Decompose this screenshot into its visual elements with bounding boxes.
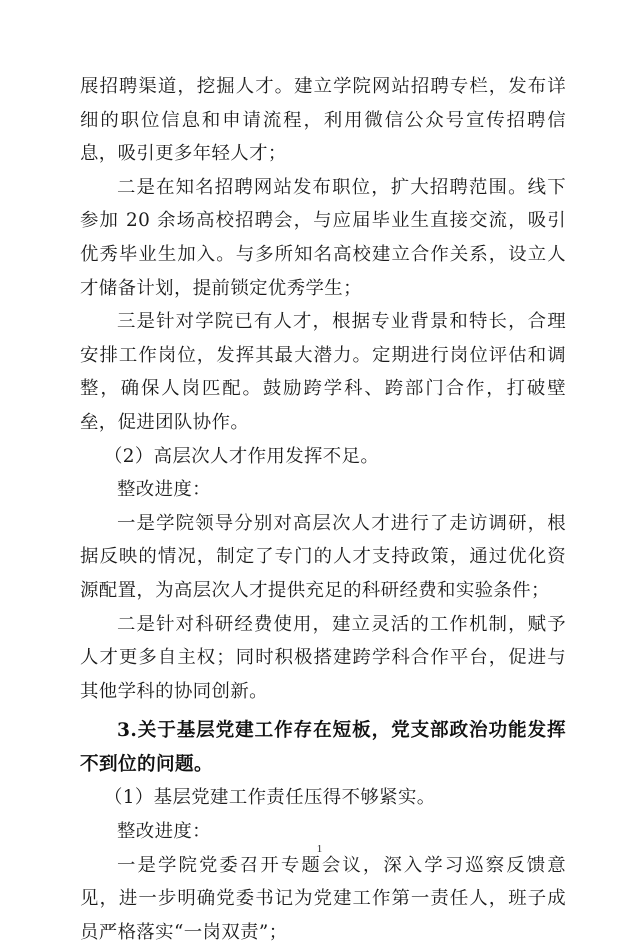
section-heading-party-building: 3.关于基层党建工作存在短板，党支部政治功能发挥不到位的问题。 — [80, 720, 566, 775]
label-rectification-progress-2: 整改进度： — [117, 821, 211, 843]
paragraph-continuation: 展招聘渠道，挖掘人才。建立学院网站招聘专栏，发布详细的职位信息和申请流程，利用微信公众号宣传招聘信息，吸引更多年轻人才； — [80, 76, 566, 165]
paragraph-second-point-funding: 二是针对科研经费使用，建立灵活的工作机制，赋予人才更多自主权；同时积极搭建跨学科合作平台，促进与其他学科的协同创新。 — [80, 613, 566, 702]
page-number: 1 — [316, 843, 323, 855]
paragraph-first-point-talent: 一是学院领导分别对高层次人才进行了走访调研，根据反映的情况，制定了专门的人才支持政策，通过优化资源配置，为高层次人才提供充足的科研经费和实验条件； — [80, 512, 566, 601]
paragraph-second-point: 二是在知名招聘网站发布职位，扩大招聘范围。线下参加 20 余场高校招聘会，与应届毕业生直接交流，吸引优秀毕业生加入。与多所知名高校建立合作关系，设立人才储备计划，提前锁定优秀学生； — [80, 176, 566, 299]
paragraph-third-point: 三是针对学院已有人才，根据专业背景和特长，合理安排工作岗位，发挥其最大潜力。定期进行岗位评估和调整，确保人岗匹配。鼓励跨学科、跨部门合作，打破壁垒，促进团队协作。 — [80, 311, 566, 433]
body-text — [80, 70, 566, 949]
subheading-responsibility: （1）基层党建工作责任压得不够紧实。 — [104, 787, 436, 809]
subheading-high-level-talent: （2）高层次人才作用发挥不足。 — [104, 445, 380, 467]
paragraph-first-point-party: 一是学院党委召开专题会议，深入学习巡察反馈意见，进一步明确党委书记为党建工作第一责任人，班子成员严格落实“一岗双责”； — [80, 854, 566, 943]
label-rectification-progress: 整改进度： — [117, 479, 211, 501]
